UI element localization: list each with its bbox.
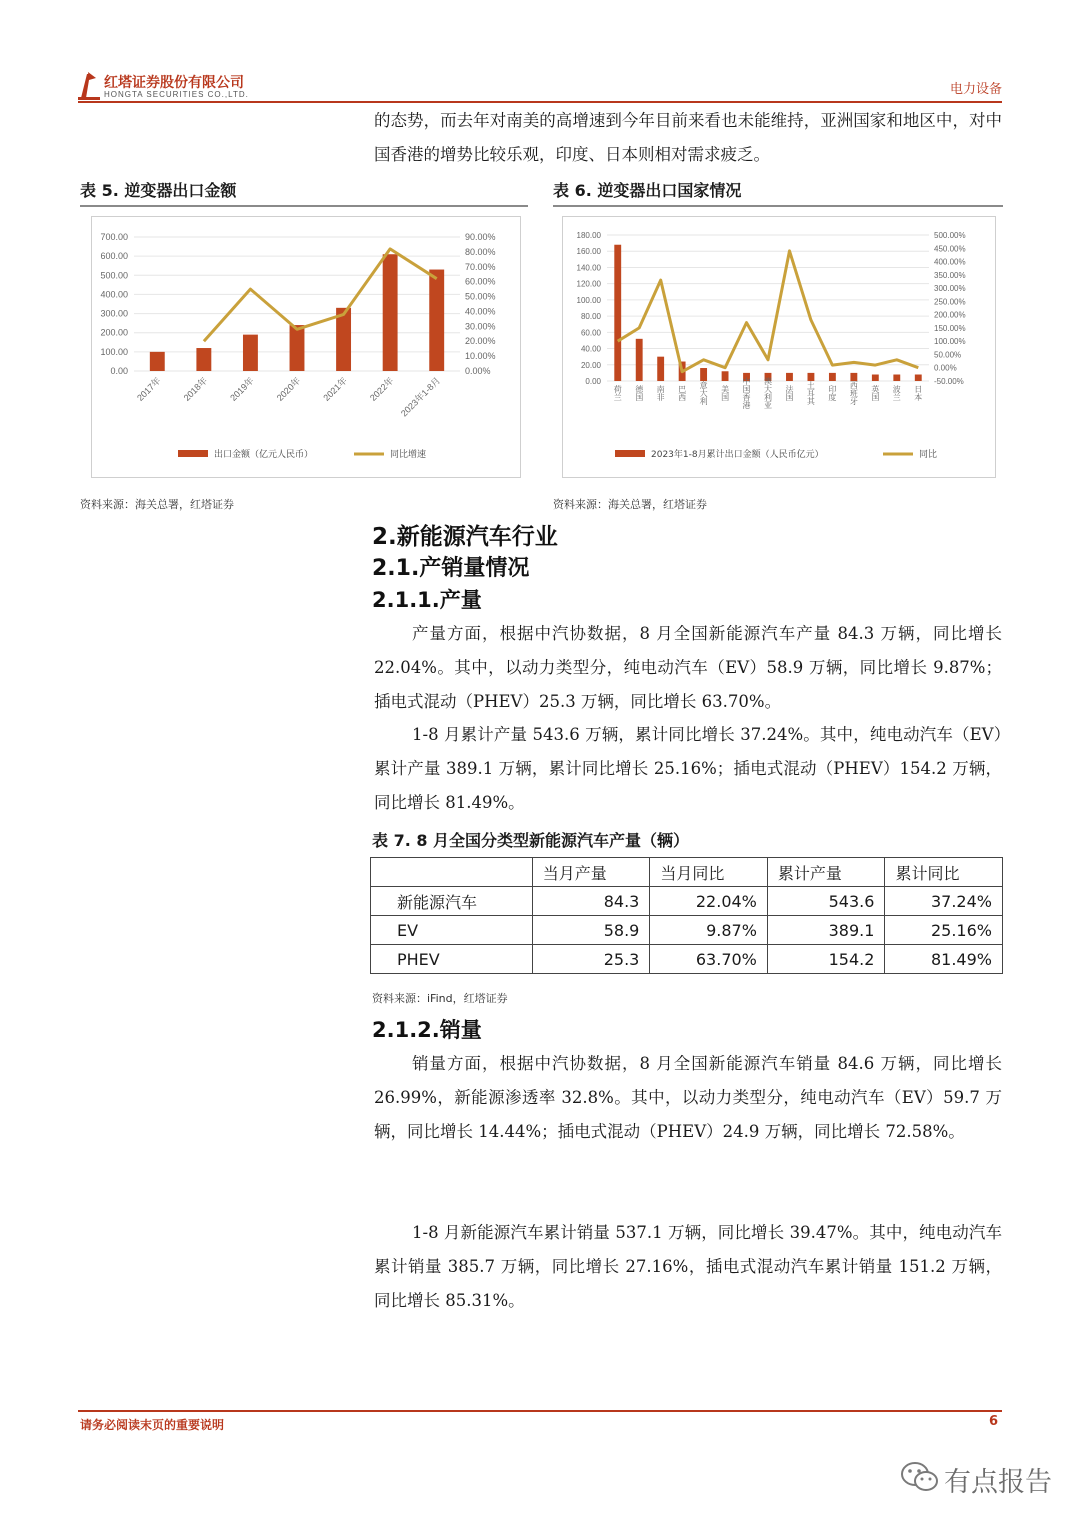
table-cell: 63.70%	[650, 945, 768, 974]
x-tick-label: 荷兰	[613, 385, 623, 401]
y2-tick-label: 90.00%	[465, 232, 496, 242]
report-section-label: 电力设备	[949, 82, 1002, 97]
table-row-label: 新能源汽车	[371, 887, 533, 916]
y-tick-label: 100.00	[100, 346, 128, 357]
x-tick-label: 美国	[720, 385, 730, 401]
bar	[636, 339, 643, 381]
bar	[657, 357, 664, 381]
y2-tick-label: 100.00%	[934, 337, 966, 347]
bar	[872, 375, 879, 381]
table-cell: 58.9	[532, 916, 650, 945]
y-tick-label: 60.00	[580, 328, 601, 338]
x-tick-label: 波兰	[892, 385, 902, 401]
wechat-icon	[900, 1460, 940, 1494]
table-cell: 389.1	[767, 916, 885, 945]
y2-tick-label: 500.00%	[934, 231, 966, 240]
table-cell: 37.24%	[885, 887, 1003, 916]
production-paragraph-2: 1-8 月累计产量 543.6 万辆，累计同比增长 37.24%。其中，纯电动汽车（EV）累计产量 389.1 万辆，累计同比增长 25.16%；插电式混动（PHEV）154.2 万辆，同比增长 81.49%。	[374, 725, 1002, 812]
y2-tick-label: 50.00%	[465, 291, 496, 302]
bar	[850, 373, 857, 381]
table-header-cell: 累计同比	[885, 858, 1003, 887]
y-tick-label: 120.00	[576, 279, 601, 289]
y2-tick-label: 60.00%	[465, 276, 496, 287]
table-header-cell: 累计产量	[767, 858, 885, 887]
y-tick-label: 600.00	[100, 251, 128, 262]
y-tick-label: 160.00	[576, 247, 601, 257]
table-cell: 25.16%	[885, 916, 1003, 945]
intro-paragraph: 的态势，而去年对南美的高增速到今年目前来看也未能维持，亚洲国家和地区中，对中国香港的增势比较乐观，印度、日本则相对需求疲乏。	[374, 111, 1002, 164]
production-paragraph-1: 产量方面，根据中汽协数据，8 月全国新能源汽车产量 84.3 万辆，同比增长 22.04%。其中，以动力类型分，纯电动汽车（EV）58.9 万辆，同比增长 9.87%；插电式混动（PHEV）25.3 万辆，同比增长 63.70%。	[374, 624, 1002, 711]
figure6-title-rule	[553, 205, 1003, 207]
y-tick-label: 700.00	[100, 232, 128, 242]
figure5-title-rule	[80, 205, 528, 207]
table-header-cell	[371, 858, 533, 887]
page-number: 6	[988, 1414, 998, 1429]
figure6-chart-frame	[562, 216, 996, 478]
table-row-label: PHEV	[371, 945, 533, 974]
bar	[429, 270, 444, 371]
bar	[243, 335, 258, 371]
y-tick-label: 400.00	[100, 289, 128, 300]
bar	[893, 375, 900, 381]
bar	[290, 325, 305, 371]
footer-note: 请务必阅读末页的重要说明	[80, 1418, 225, 1432]
y2-tick-label: 200.00%	[934, 310, 966, 320]
x-tick-label: 2017年	[135, 375, 163, 403]
table-header-cell: 当月产量	[532, 858, 650, 887]
export-country-chart	[563, 217, 995, 477]
x-tick-label: 意大利	[699, 381, 709, 405]
y-tick-label: 140.00	[576, 263, 601, 273]
subsection-heading: 2.1.产销量情况	[372, 556, 530, 581]
bar	[196, 348, 211, 371]
bar	[700, 368, 707, 381]
x-tick-label: 法国	[784, 385, 794, 401]
bar	[150, 352, 165, 371]
table-cell: 543.6	[767, 887, 885, 916]
legend-swatch-bar	[615, 450, 645, 457]
y-tick-label: 0.00	[585, 377, 601, 386]
bar	[829, 373, 836, 381]
y2-tick-label: 50.00%	[934, 350, 962, 360]
section-heading: 2.新能源汽车行业	[372, 524, 558, 550]
table-cell: 154.2	[767, 945, 885, 974]
y2-tick-label: 10.00%	[465, 351, 496, 362]
figure5-chart-frame	[91, 216, 521, 478]
table-header-cell: 当月同比	[650, 858, 768, 887]
x-tick-label: 土耳其	[806, 381, 816, 405]
table-row	[371, 916, 1003, 945]
x-tick-label: 2023年1-8月	[398, 375, 443, 419]
x-tick-label: 2020年	[274, 375, 303, 403]
x-tick-label: 德国	[634, 385, 644, 401]
x-tick-label: 中国香港	[742, 377, 752, 409]
y-tick-label: 20.00	[580, 360, 601, 370]
watermark-text: 有点报告	[944, 1467, 1052, 1498]
subsubsection-heading-production: 2.1.1.产量	[372, 588, 482, 612]
legend-label: 同比	[919, 450, 938, 460]
export-amount-chart	[92, 217, 520, 477]
subsubsection-heading-sales: 2.1.2.销量	[372, 1018, 482, 1042]
legend-label: 同比增速	[390, 450, 427, 460]
table-cell: 9.87%	[650, 916, 768, 945]
y-tick-label: 500.00	[100, 270, 128, 281]
production-table	[370, 857, 1003, 974]
y-tick-label: 200.00	[100, 327, 128, 338]
x-tick-label: 西班牙	[849, 381, 859, 405]
footer-divider	[78, 1410, 1002, 1412]
x-tick-label: 2019年	[228, 375, 256, 403]
y2-tick-label: 20.00%	[465, 336, 496, 347]
y2-tick-label: 250.00%	[934, 297, 966, 307]
y2-tick-label: -50.00%	[934, 377, 964, 386]
x-tick-label: 日本	[913, 385, 923, 401]
table7-title: 表 7. 8 月全国分类型新能源汽车产量（辆）	[372, 831, 690, 850]
x-tick-label: 2022年	[367, 375, 396, 403]
x-tick-label: 2021年	[321, 375, 349, 403]
legend-label: 出口金额（亿元人民币）	[214, 450, 314, 460]
legend-label: 2023年1-8月累计出口金额（人民币亿元）	[651, 450, 824, 460]
y2-tick-label: 350.00%	[934, 270, 966, 280]
x-tick-label: 2018年	[181, 375, 210, 403]
table-row-label: EV	[371, 916, 533, 945]
bar	[915, 375, 922, 381]
table-cell: 81.49%	[885, 945, 1003, 974]
bar	[383, 254, 398, 371]
y-tick-label: 80.00	[580, 312, 601, 322]
y2-tick-label: 70.00%	[465, 261, 496, 272]
y-tick-label: 300.00	[100, 308, 128, 319]
x-tick-label: 印度	[827, 385, 837, 401]
table-row	[371, 887, 1003, 916]
legend-swatch-bar	[178, 450, 208, 457]
y-tick-label: 180.00	[576, 231, 601, 240]
table-cell: 84.3	[532, 887, 650, 916]
bar	[614, 245, 621, 381]
bar	[722, 371, 729, 381]
x-tick-label: 英国	[870, 385, 880, 401]
y-tick-label: 40.00	[580, 344, 601, 354]
y2-tick-label: 450.00%	[934, 244, 966, 254]
figure6-title: 表 6. 逆变器出口国家情况	[553, 181, 742, 200]
bar	[807, 373, 814, 381]
y2-tick-label: 30.00%	[465, 321, 496, 332]
table-cell: 22.04%	[650, 887, 768, 916]
x-tick-label: 巴西	[677, 385, 687, 401]
y-tick-label: 100.00	[576, 295, 601, 305]
table-cell: 25.3	[532, 945, 650, 974]
bar	[786, 373, 793, 381]
series-line	[618, 251, 919, 372]
table-row	[371, 945, 1003, 974]
figure5-source: 资料来源：海关总署，红塔证券	[80, 498, 234, 511]
sales-paragraph-2: 1-8 月新能源汽车累计销量 537.1 万辆，同比增长 39.47%。其中，纯电动汽车累计销量 385.7 万辆，同比增长 27.16%，插电式混动汽车累计销量 151.2 万辆，同比增长 85.31%。	[374, 1223, 1002, 1310]
y2-tick-label: 400.00%	[934, 257, 966, 267]
table7-source: 资料来源：iFind，红塔证券	[372, 992, 508, 1005]
table-header-row	[371, 858, 1003, 887]
company-logo	[78, 70, 100, 100]
company-name: 红塔证券股份有限公司	[104, 75, 244, 91]
company-name-en: HONGTA SECURITIES CO.,LTD.	[104, 90, 249, 99]
y-tick-label: 0.00	[110, 366, 128, 376]
y2-tick-label: 80.00%	[465, 246, 496, 257]
figure5-title: 表 5. 逆变器出口金额	[80, 181, 237, 200]
y2-tick-label: 0.00%	[934, 363, 957, 373]
header-divider	[78, 101, 1002, 103]
x-tick-label: 南非	[656, 385, 666, 401]
y2-tick-label: 40.00%	[465, 306, 496, 317]
y2-tick-label: 0.00%	[465, 366, 491, 376]
y2-tick-label: 150.00%	[934, 323, 966, 333]
y2-tick-label: 300.00%	[934, 284, 966, 294]
figure6-source: 资料来源：海关总署，红塔证券	[553, 498, 707, 511]
sales-paragraph-1: 销量方面，根据中汽协数据，8 月全国新能源汽车销量 84.6 万辆，同比增长 26.99%，新能源渗透率 32.8%。其中，以动力类型分，纯电动汽车（EV）59.7 万辆，同比增长 14.44%；插电式混动（PHEV）24.9 万辆，同比增长 72.58%。	[374, 1054, 1002, 1141]
x-tick-label: 澳大利亚	[763, 377, 773, 409]
series-line	[204, 249, 437, 341]
